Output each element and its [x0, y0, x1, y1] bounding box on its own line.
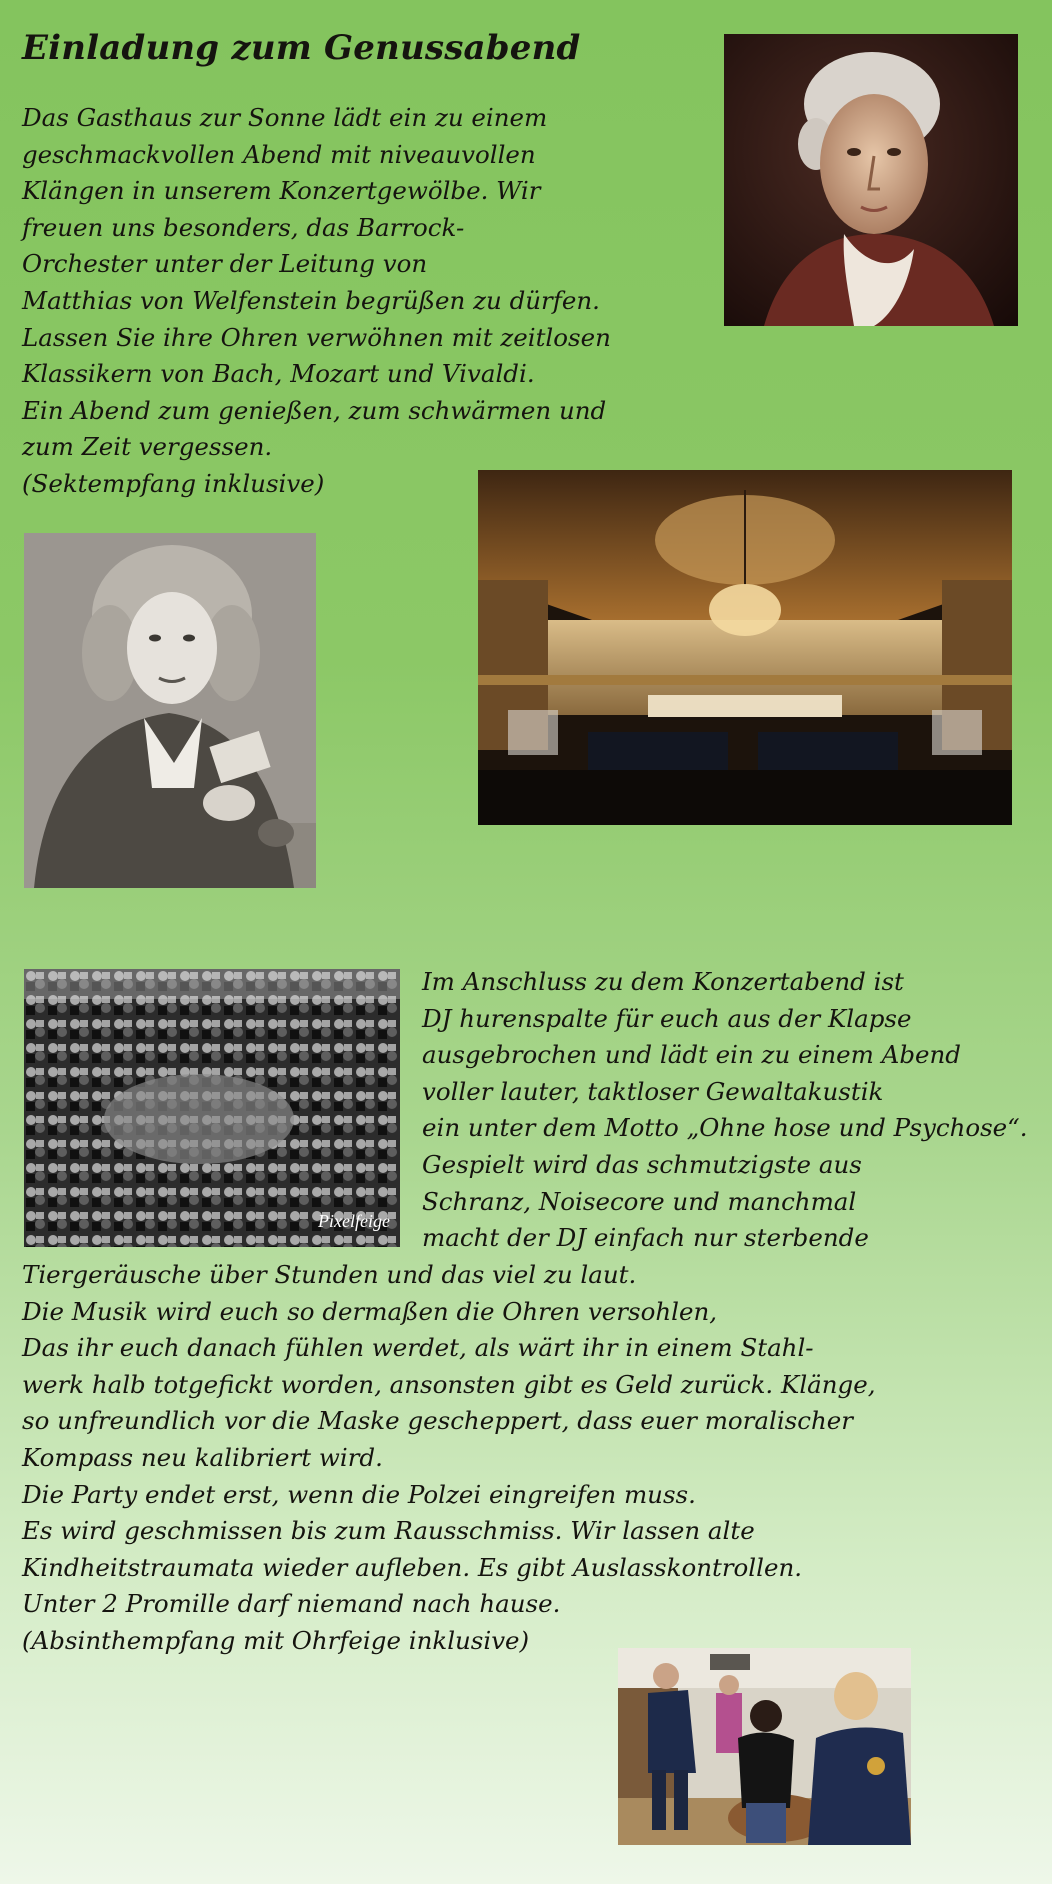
party-line: werk halb totgefickt worden, ansonsten gibt es Geld zurück. Klänge, [22, 1369, 876, 1399]
party-line: Es wird geschmissen bis zum Rausschmiss. Wir lassen alte [22, 1516, 755, 1546]
party-line: ein unter dem Motto „Ohne hose und Psychose“. [422, 1113, 1028, 1143]
invitation-line: Klängen in unserem Konzertgewölbe. Wir [22, 176, 541, 206]
crowd-watermark: Pixelfeige [318, 1211, 390, 1231]
invitation-line: Orchester unter der Leitung von [22, 249, 428, 279]
party-line: voller lauter, taktloser Gewaltakustik [422, 1076, 884, 1106]
police-scene-image [618, 1648, 911, 1845]
invitation-line: freuen uns besonders, das Barrock- [22, 212, 465, 242]
invitation-line: Lassen Sie ihre Ohren verwöhnen mit zeitlosen [22, 322, 611, 352]
party-line: Kompass neu kalibriert wird. [22, 1442, 383, 1472]
invitation-line: (Sektempfang inklusive) [22, 468, 325, 498]
vivaldi-engraving-image [24, 533, 316, 888]
concert-hall-image [478, 470, 1012, 825]
invitation-line: Das Gasthaus zur Sonne lädt ein zu einem [22, 103, 548, 132]
party-line: ausgebrochen und lädt ein zu einem Abend [422, 1040, 961, 1070]
party-line: Schranz, Noisecore und manchmal [422, 1186, 857, 1216]
party-line: macht der DJ einfach nur sterbende [422, 1223, 869, 1253]
party-line: Kindheitstraumata wieder aufleben. Es gibt Auslasskontrollen. [22, 1552, 803, 1582]
party-line: DJ hurenspalte für euch aus der Klapse [422, 1003, 912, 1033]
invitation-line: geschmackvollen Abend mit niveauvollen [22, 139, 536, 169]
mozart-portrait-image [724, 34, 1018, 326]
party-line: Die Musik wird euch so dermaßen die Ohren versohlen, [22, 1296, 718, 1326]
party-line: so unfreundlich vor die Maske gescheppert, dass euer moralischer [22, 1406, 853, 1436]
party-line: Die Party endet erst, wenn die Polzei eingreifen muss. [22, 1479, 696, 1509]
crowd-moshpit-image [24, 969, 400, 1247]
party-line: Tiergeräusche über Stunden und das viel zu laut. [22, 1260, 637, 1289]
party-line: Im Anschluss zu dem Konzertabend ist [422, 967, 904, 996]
party-paragraph-body [22, 1257, 876, 1660]
party-line: Gespielt wird das schmutzigste aus [422, 1149, 862, 1179]
invitation-paragraph [22, 100, 611, 503]
party-paragraph-intro [422, 964, 1028, 1257]
invitation-line: zum Zeit vergessen. [22, 432, 273, 462]
party-line: Unter 2 Promille darf niemand nach hause. [22, 1589, 561, 1619]
invitation-line: Matthias von Welfenstein begrüßen zu dürfen. [22, 285, 600, 315]
party-line: Das ihr euch danach fühlen werdet, als wärt ihr in einem Stahl- [22, 1333, 814, 1363]
party-line: (Absinthempfang mit Ohrfeige inklusive) [22, 1625, 530, 1655]
page-title: Einladung zum Genussabend [22, 28, 581, 68]
invitation-line: Klassikern von Bach, Mozart und Vivaldi. [22, 359, 535, 389]
invitation-line: Ein Abend zum genießen, zum schwärmen und [22, 395, 607, 425]
